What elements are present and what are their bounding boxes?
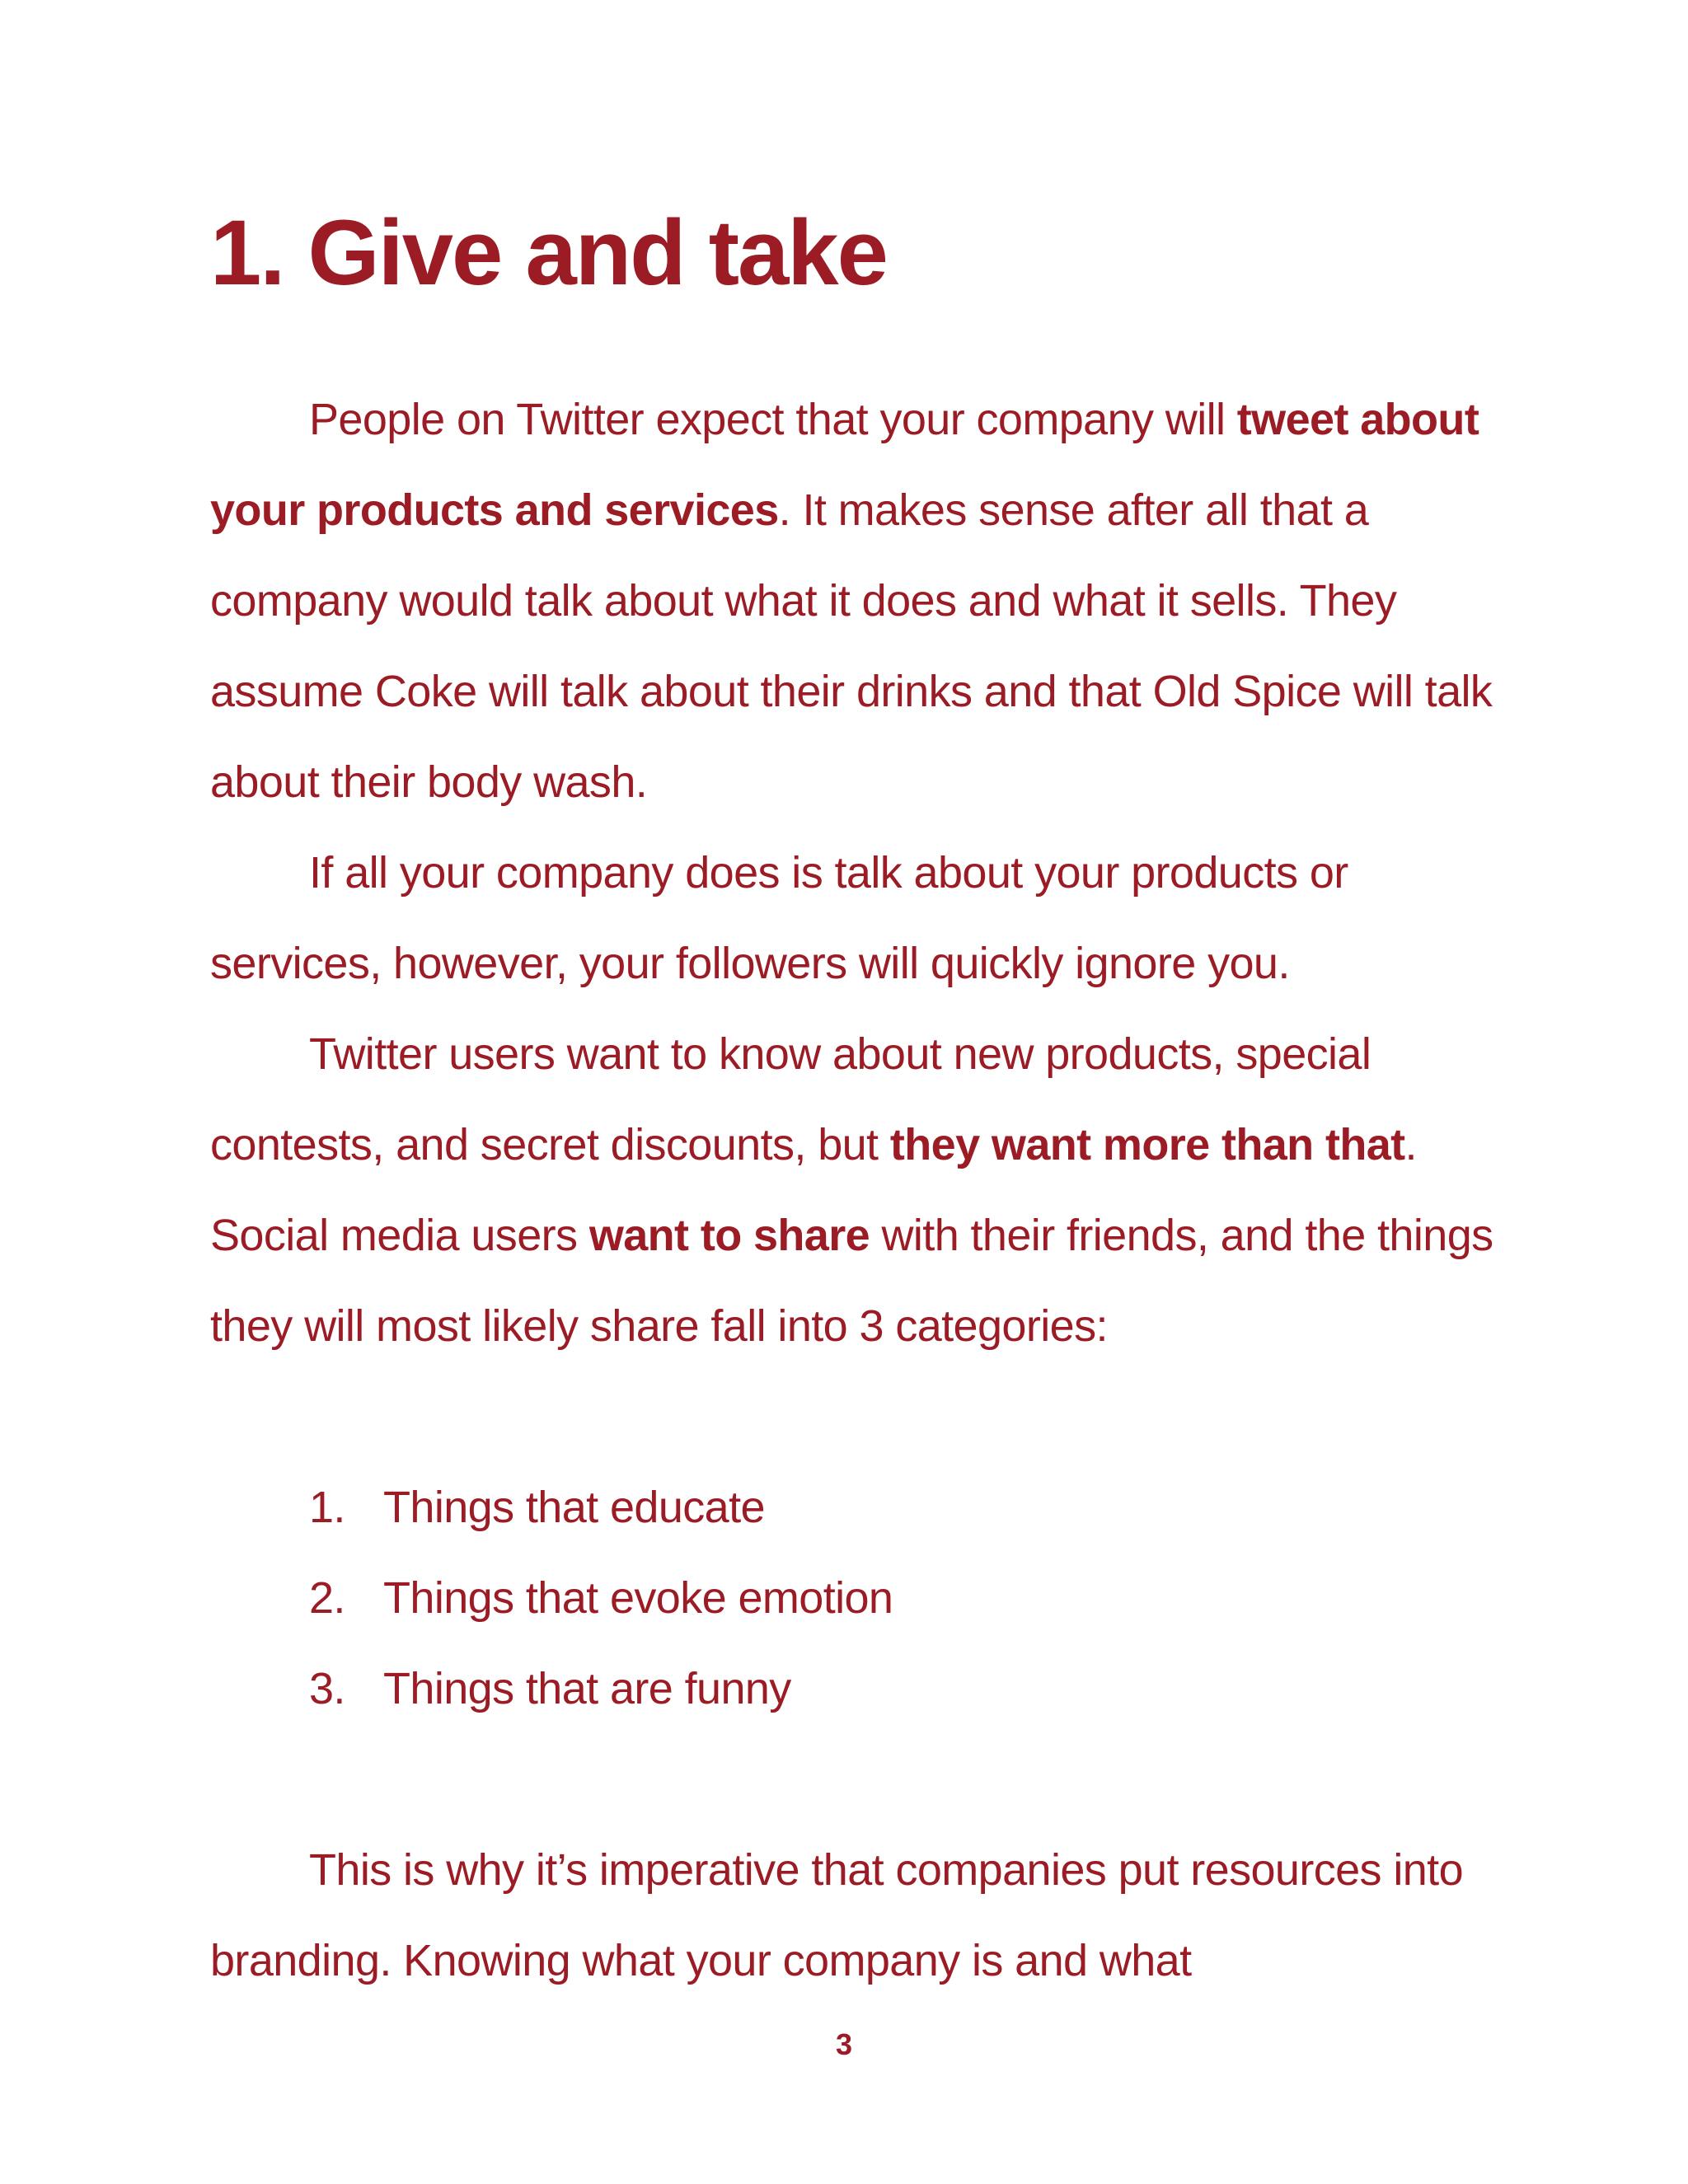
paragraph-3-text-b: . Social media users [210,1120,1417,1260]
section-heading: 1. Give and take [210,201,887,304]
page-content [210,198,1496,2006]
paragraph-3 [210,1009,1496,1371]
paragraph-1-text-b: . It makes sense after all that a company would talk about what it does and what it sells. They assume Coke will talk about their drinks and that Old Spice will talk about their body wash. [210,485,1493,807]
paragraph-2-text: If all your company does is talk about your products or services, however, your followers will quickly ignore you. [210,848,1348,988]
list-item-text: Things that evoke emotion [383,1573,893,1623]
page-number: 3 [835,2027,853,2061]
paragraph-3-bold-b: want to share [588,1211,870,1260]
list-item-text: Things that educate [383,1483,765,1532]
paragraph-3-bold-a: they want more than that [889,1120,1405,1169]
list-item [210,1553,1496,1643]
paragraph-1-bold-a: tweet about your products and services [210,395,1479,535]
list-item-number: 2. [309,1573,345,1623]
paragraph-3-text-a: Twitter users want to know about new products, special contests, and secret discounts, but [210,1029,1372,1169]
list-item [210,1643,1496,1734]
list-item [210,1462,1496,1553]
paragraph-2 [210,827,1496,1009]
paragraph-1 [210,374,1496,827]
category-list [210,1462,1496,1734]
paragraph-4 [210,1825,1496,2006]
list-item-number: 3. [309,1664,345,1713]
list-item-text: Things that are funny [383,1664,791,1713]
body-text [210,374,1496,2006]
paragraph-4-text: This is why it’s imperative that companies put resources into branding. Knowing what your company is and what [210,1845,1464,1985]
paragraph-1-text-a: People on Twitter expect that your company will [309,395,1237,444]
paragraph-3-text-c: with their friends, and the things they will most likely share fall into 3 categories: [210,1211,1493,1351]
list-item-number: 1. [309,1483,345,1532]
